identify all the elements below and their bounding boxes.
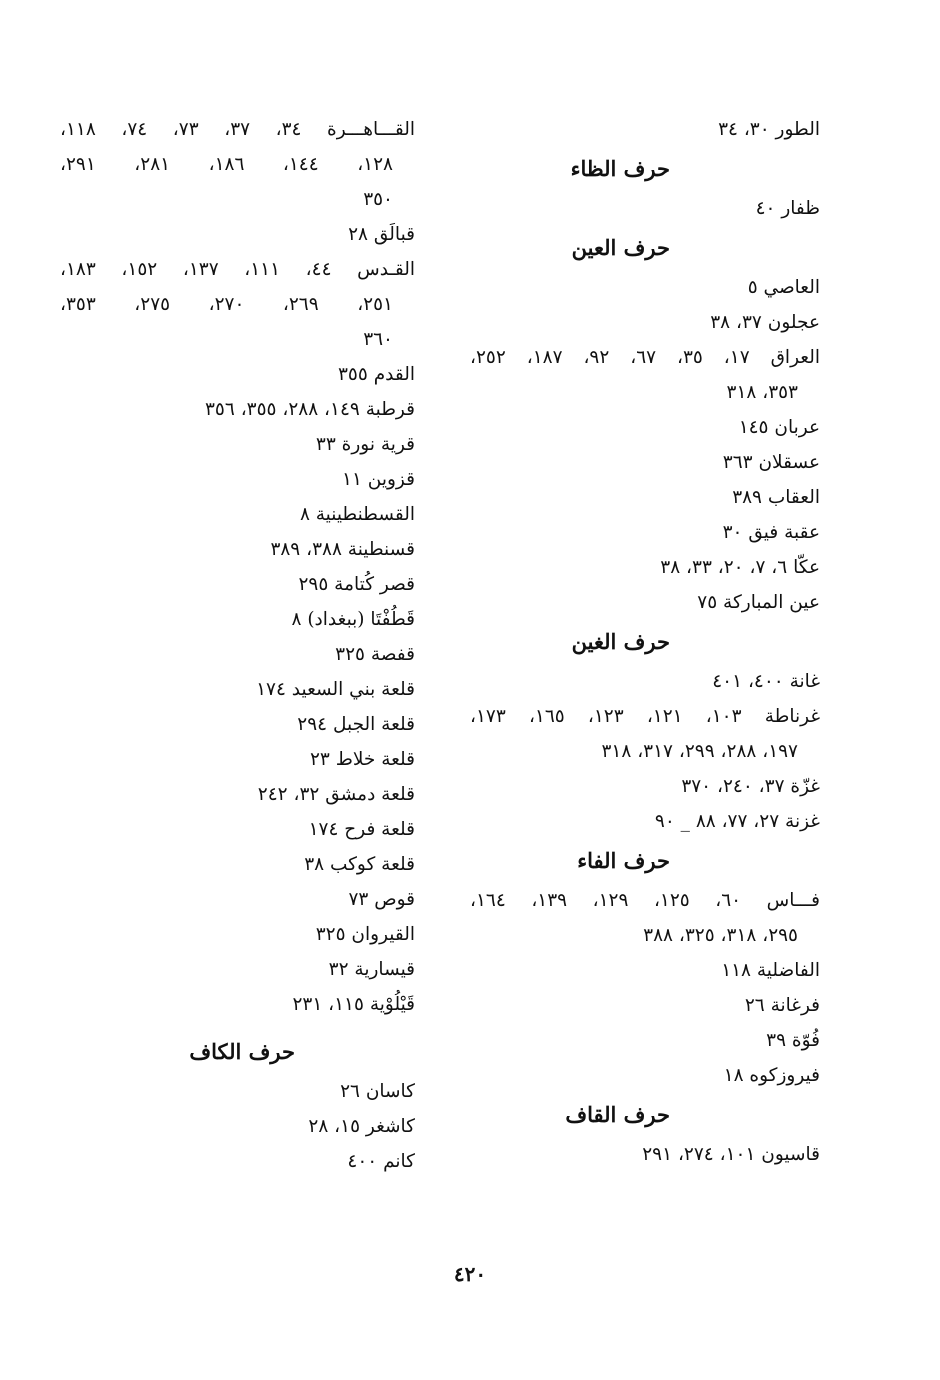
index-entry: عسقلان ٣٦٣ — [722, 452, 820, 473]
page-number: ٤٢٠ — [453, 1262, 487, 1286]
index-entry: العقاب ٣٨٩ — [732, 487, 820, 508]
index-entry: قوص ٧٣ — [348, 889, 415, 910]
index-entry-continuation: ٢٩٥، ٣١٨، ٣٢٥، ٣٨٨ — [643, 925, 798, 946]
index-entry: فرغانة ٢٦ — [744, 995, 820, 1016]
index-entry: فـــاس ٦٠، ١٢٥، ١٢٩، ١٣٩، ١٦٤، — [470, 890, 820, 911]
index-entry: الفاضلية ١١٨ — [721, 960, 820, 981]
index-entry: عكّا ٦، ٧، ٢٠، ٣٣، ٣٨ — [660, 557, 820, 578]
index-entry: قفصة ٣٢٥ — [335, 644, 415, 665]
index-entry: غزنة ٢٧، ٧٧، ٨٨ _ ٩٠ — [654, 811, 820, 832]
right-column — [470, 112, 820, 1172]
index-entry: قصر كُتامة ٢٩٥ — [298, 574, 415, 595]
index-entry: عربان ١٤٥ — [738, 417, 820, 438]
index-entry: قزوين ١١ — [342, 469, 415, 490]
index-entry: العاصي ٥ — [747, 277, 820, 298]
index-entry-continuation: ٢٥١، ٢٦٩، ٢٧٠، ٢٧٥، ٣٥٣، — [60, 294, 393, 315]
index-entry: غرناطة ١٠٣، ١٢١، ١٢٣، ١٦٥، ١٧٣، — [470, 706, 821, 727]
index-entry: قرطبة ١٤٩، ٢٨٨، ٣٥٥، ٣٥٦ — [205, 399, 415, 420]
index-entry: قرية نورة ٣٣ — [315, 434, 415, 455]
index-entry: القدم ٣٥٥ — [338, 364, 415, 385]
section-heading: حرف القاف — [565, 1102, 670, 1127]
section-heading: حرف الفاء — [577, 848, 670, 873]
index-entry: قلعة بني السعيد ١٧٤ — [256, 679, 415, 700]
index-entry: القيروان ٣٢٥ — [315, 924, 415, 945]
index-entry: كاسان ٢٦ — [340, 1081, 415, 1102]
index-entry: قبالَق ٢٨ — [348, 224, 415, 245]
index-entry: عقبة فيق ٣٠ — [722, 522, 820, 543]
index-entry: قلعة الجبل ٢٩٤ — [297, 714, 415, 735]
index-entry: فيروزكوه ١٨ — [723, 1065, 820, 1086]
index-entry: الطور ٣٠، ٣٤ — [718, 119, 820, 140]
index-entry: القسطنطينية ٨ — [299, 504, 415, 525]
index-entry: كاشغر ١٥، ٢٨ — [308, 1116, 415, 1137]
index-entry: قاسيون ١٠١، ٢٧٤، ٢٩١ — [642, 1144, 820, 1165]
index-entry-continuation: ٣٦٠ — [363, 329, 393, 350]
index-entry: قَطُفْتَا (ببغداد) ٨ — [291, 609, 415, 630]
index-entry: ظفار ٤٠ — [755, 198, 820, 219]
index-entry: كانم ٤٠٠ — [347, 1151, 415, 1172]
section-heading: حرف الكاف — [189, 1039, 295, 1064]
index-entry: قلعة فرح ١٧٤ — [308, 819, 415, 840]
index-entry: قلعة خلاط ٢٣ — [309, 749, 415, 770]
index-entry: عجلون ٣٧، ٣٨ — [710, 312, 820, 333]
index-entry-continuation: ١٩٧، ٢٨٨، ٢٩٩، ٣١٧، ٣١٨ — [601, 741, 798, 762]
index-entry: قَيْلُوْية ١١٥، ٢٣١ — [292, 994, 415, 1015]
index-entry: العراق ١٧، ٣٥، ٦٧، ٩٢، ١٨٧، ٢٥٢، — [470, 347, 820, 368]
index-entry-continuation: ٣٥٣، ٣١٨ — [726, 382, 798, 403]
index-entry: فُوّة ٣٩ — [766, 1030, 820, 1051]
section-heading: حرف الظاء — [570, 156, 670, 181]
index-entry: غزّة ٣٧، ٢٤٠، ٣٧٠ — [681, 776, 820, 797]
index-entry: قسنطينة ٣٨٨، ٣٨٩ — [270, 539, 415, 560]
index-entry: غانة ٤٠٠، ٤٠١ — [712, 671, 820, 692]
index-entry: قلعة دمشق ٣٢، ٢٤٢ — [257, 784, 415, 805]
index-entry: قلعة كوكب ٣٨ — [304, 854, 415, 875]
index-entry: القـدس ٤٤، ١١١، ١٣٧، ١٥٢، ١٨٣، — [60, 259, 416, 280]
section-heading: حرف الغين — [571, 629, 670, 654]
index-entry-continuation: ١٢٨، ١٤٤، ١٨٦، ٢٨١، ٢٩١، — [60, 154, 393, 175]
index-entry: عين المباركة ٧٥ — [697, 592, 820, 613]
index-entry-continuation: ٣٥٠ — [363, 189, 393, 210]
index-entry: القـــاهـــرة ٣٤، ٣٧، ٧٣، ٧٤، ١١٨، — [60, 119, 415, 140]
section-heading: حرف العين — [571, 235, 670, 260]
index-entry: قيسارية ٣٢ — [328, 959, 415, 980]
left-column — [60, 112, 415, 1179]
